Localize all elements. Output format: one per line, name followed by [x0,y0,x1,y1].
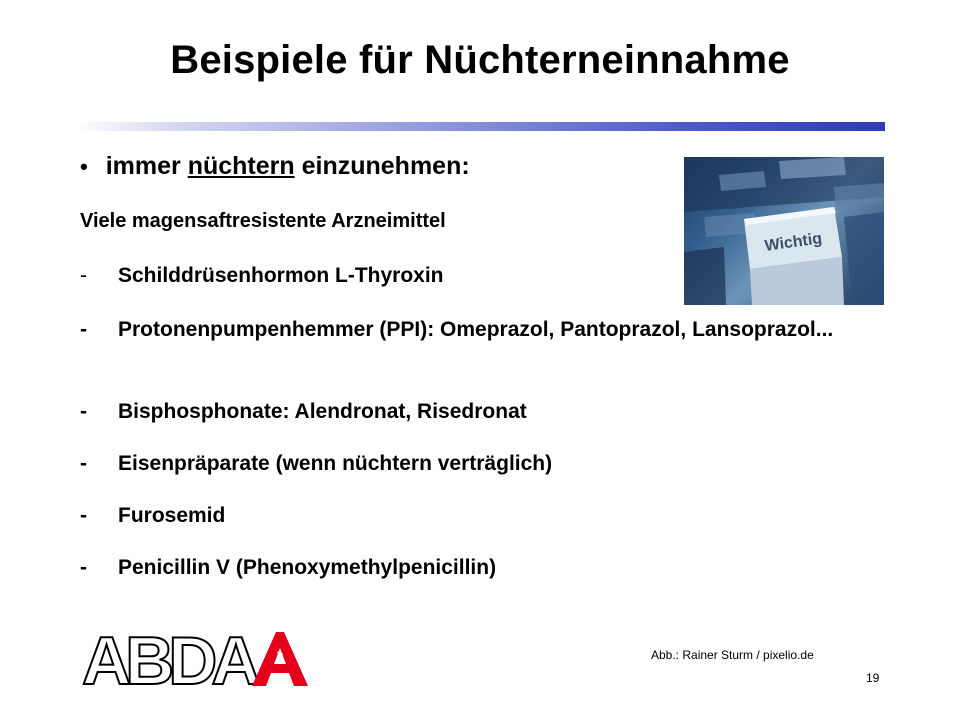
list-item-text: Schilddrüsenhormon L-Thyroxin [118,264,444,287]
page-number: 19 [866,671,880,685]
apotheke-a-icon [252,632,308,686]
file-tabs-illustration [684,157,884,305]
image-credit: Abb.: Rainer Sturm / pixelio.de [651,648,814,662]
svg-text:⚕: ⚕ [276,648,284,664]
title-divider [75,122,885,131]
dash-icon: - [80,264,87,287]
dash-icon: - [80,504,87,527]
list-item [80,502,878,530]
image-label: Wichtig [763,230,824,255]
list-item-text: Eisenpräparate (wenn nüchtern verträglich) [118,452,553,475]
list-item-text: Penicillin V (Phenoxymethylpenicillin) [118,556,497,579]
bullet-prefix: immer [105,152,181,180]
list-item-text: Furosemid [118,504,226,527]
bullet-icon: • [80,153,88,179]
dash-icon: - [80,452,87,475]
subheading: Viele magensaftresistente Arzneimittel [80,210,446,232]
logo-text: ABDA [82,626,255,690]
dash-icon: - [80,400,87,423]
main-bullet [80,152,470,181]
dash-icon: - [80,556,87,579]
list-item [80,316,878,344]
bullet-emphasis: nüchtern [187,152,295,180]
slide-title: Beispiele für Nüchterneinnahme [170,38,790,82]
dash-icon: - [80,318,87,341]
list-item [80,398,878,426]
abda-logo-graphic [80,626,320,690]
list-item [80,450,878,478]
abda-logo [80,626,320,695]
list-item-text: Protonenpumpenhemmer (PPI): Omeprazol, Pantoprazol, Lansoprazol... [118,318,834,341]
bullet-suffix: einzunehmen: [301,152,470,180]
list-item [80,554,878,582]
file-tabs-photo [684,157,884,305]
list-item-text: Bisphosphonate: Alendronat, Risedronat [118,400,527,423]
